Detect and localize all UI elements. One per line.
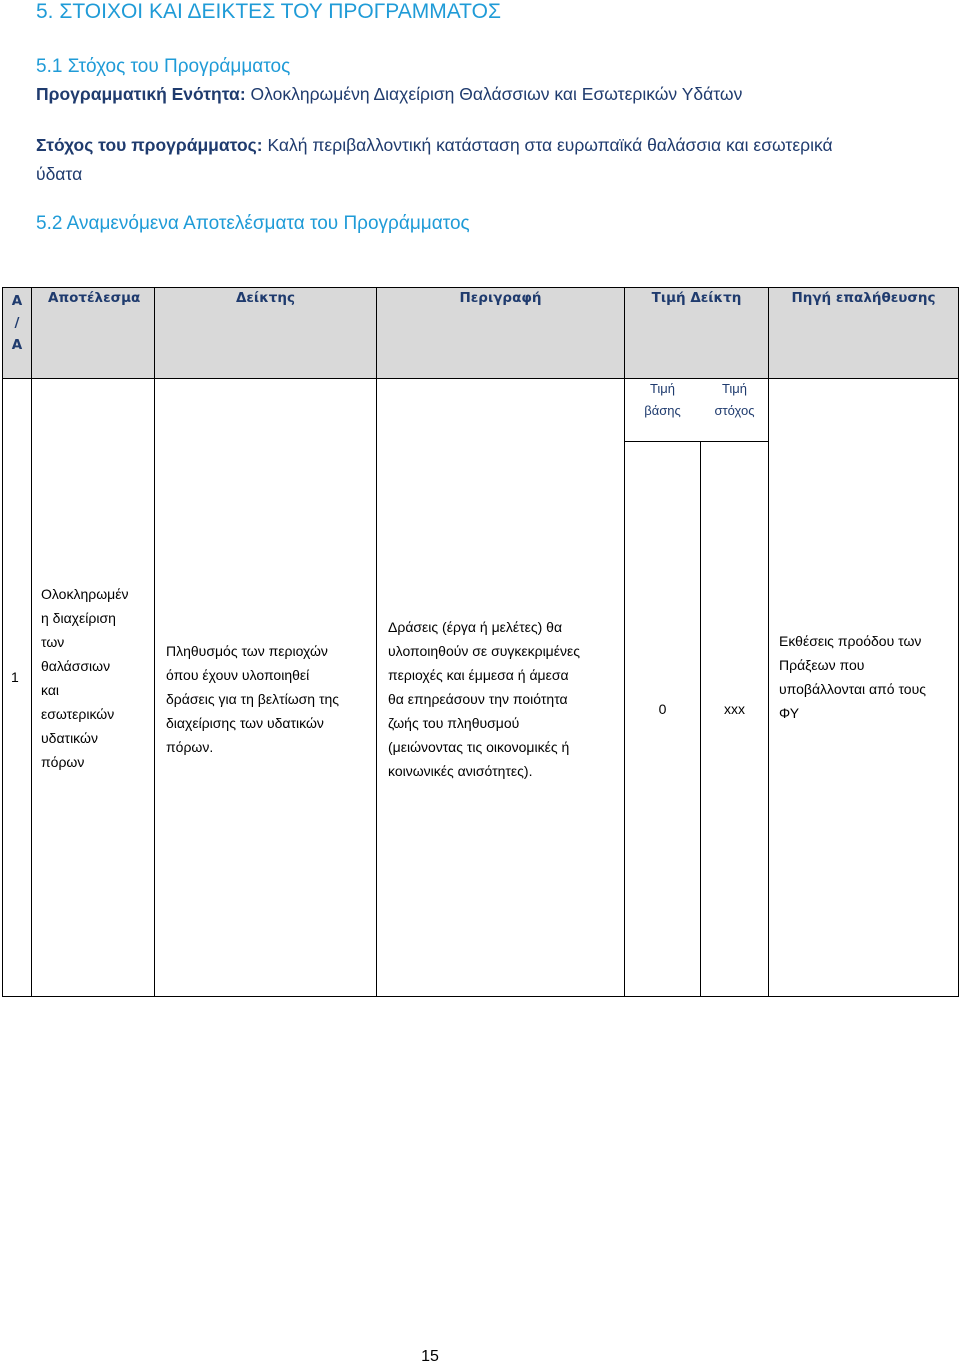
cell-result-line: η διαχείριση: [41, 610, 116, 626]
cell-result-line: εσωτερικών: [41, 706, 115, 722]
header-aa-line: /: [14, 315, 20, 331]
cell-source-line: Εκθέσεις προόδου των: [779, 633, 922, 649]
header-result: Αποτέλεσμα: [48, 290, 141, 306]
col-divider: [376, 287, 377, 997]
subheader-baseline-line: Τιμή: [649, 381, 676, 396]
programme-goal-value: Καλή περιβαλλοντική κατάσταση στα ευρωπαϊκά θαλάσσια και εσωτερικά ύδατα: [36, 135, 833, 184]
cell-indicator-line: όπου έχουν υλοποιηθεί: [166, 667, 310, 683]
subheader-baseline-line: βάσης: [644, 403, 681, 418]
col-divider: [768, 287, 769, 997]
table-border-bottom: [2, 996, 959, 997]
col-divider: [31, 287, 32, 997]
cell-description-line: ζωής του πληθυσμού: [388, 715, 520, 731]
subheader-target: [701, 378, 768, 422]
programme-unit-label: Προγραμματική Ενότητα:: [36, 84, 246, 104]
cell-source-line: Πράξεων που: [779, 657, 865, 673]
header-aa: [3, 290, 31, 356]
cell-result-line: των: [41, 634, 65, 650]
cell-result-line: υδατικών: [41, 730, 98, 746]
cell-result-line: Ολοκληρωμέν: [41, 586, 129, 602]
cell-description-line: θα επηρεάσουν την ποιότητα: [388, 691, 568, 707]
cell-indicator-line: διαχείρισης των υδατικών: [166, 715, 324, 731]
programme-unit-value: Ολοκληρωμένη Διαχείριση Θαλάσσιων και Εσωτερικών Υδάτων: [245, 84, 743, 104]
cell-description-line: (μειώνοντας τις οικονομικές ή: [388, 739, 570, 755]
cell-indicator-line: δράσεις για τη βελτίωση της: [166, 691, 340, 707]
programme-unit-line: [36, 84, 742, 105]
subheader-target-line: Τιμή: [721, 381, 748, 396]
cell-verification-source: [779, 629, 957, 725]
table-border-left: [2, 287, 3, 997]
header-indicator: Δείκτης: [235, 290, 296, 306]
cell-target-value: xxx: [724, 701, 745, 717]
cell-description-line: κοινωνικές ανισότητες).: [388, 763, 533, 779]
cell-description-line: περιοχές και έμμεσα ή άμεσα: [388, 667, 569, 683]
cell-source-line: υποβάλλονται από τους: [779, 681, 926, 697]
table-border-top: [2, 287, 959, 288]
subsection-results-title: 5.2 Αναμενόμενα Αποτελέσματα του Προγράμματος: [36, 213, 470, 234]
cell-source-line: ΦΥ: [779, 705, 800, 721]
subheader-target-line: στόχος: [714, 403, 755, 418]
cell-description-line: Δράσεις (έργα ή μελέτες) θα: [388, 619, 563, 635]
header-aa-line: Α: [11, 293, 23, 309]
subsection-goal-title: 5.1 Στόχος του Προγράμματος: [36, 56, 291, 77]
header-aa-line: Α: [11, 337, 23, 353]
table-border-right: [958, 287, 959, 997]
page-number: 15: [421, 1348, 439, 1365]
section-title: 5. ΣΤΟΙΧΟΙ ΚΑΙ ΔΕΙΚΤΕΣ ΤΟΥ ΠΡΟΓΡΑΜΜΑΤΟΣ: [36, 0, 501, 23]
cell-indicator-line: Πληθυσμός των περιοχών: [166, 643, 328, 659]
cell-result-line: πόρων: [41, 754, 85, 770]
col-divider: [154, 287, 155, 997]
cell-baseline-value: 0: [658, 701, 667, 717]
cell-indicator-line: πόρων.: [166, 739, 214, 755]
cell-indicator: [166, 639, 374, 759]
value-subheader-divider: [624, 441, 769, 442]
cell-description-line: υλοποιηθούν σε συγκεκριμένες: [388, 643, 580, 659]
cell-result-line: θαλάσσιων: [41, 658, 111, 674]
cell-result: [41, 582, 153, 774]
row-number: 1: [11, 669, 19, 685]
header-description: Περιγραφή: [459, 290, 542, 306]
programme-goal-line: [36, 131, 866, 189]
programme-goal-label: Στόχος του προγράμματος:: [36, 135, 263, 155]
header-indicator-value: Τιμή Δείκτη: [651, 290, 742, 306]
header-verification-source: Πηγή επαλήθευσης: [791, 290, 936, 306]
table-header-divider: [2, 378, 959, 379]
subheader-baseline: [625, 378, 700, 422]
cell-description: [388, 615, 622, 783]
cell-result-line: και: [41, 682, 60, 698]
